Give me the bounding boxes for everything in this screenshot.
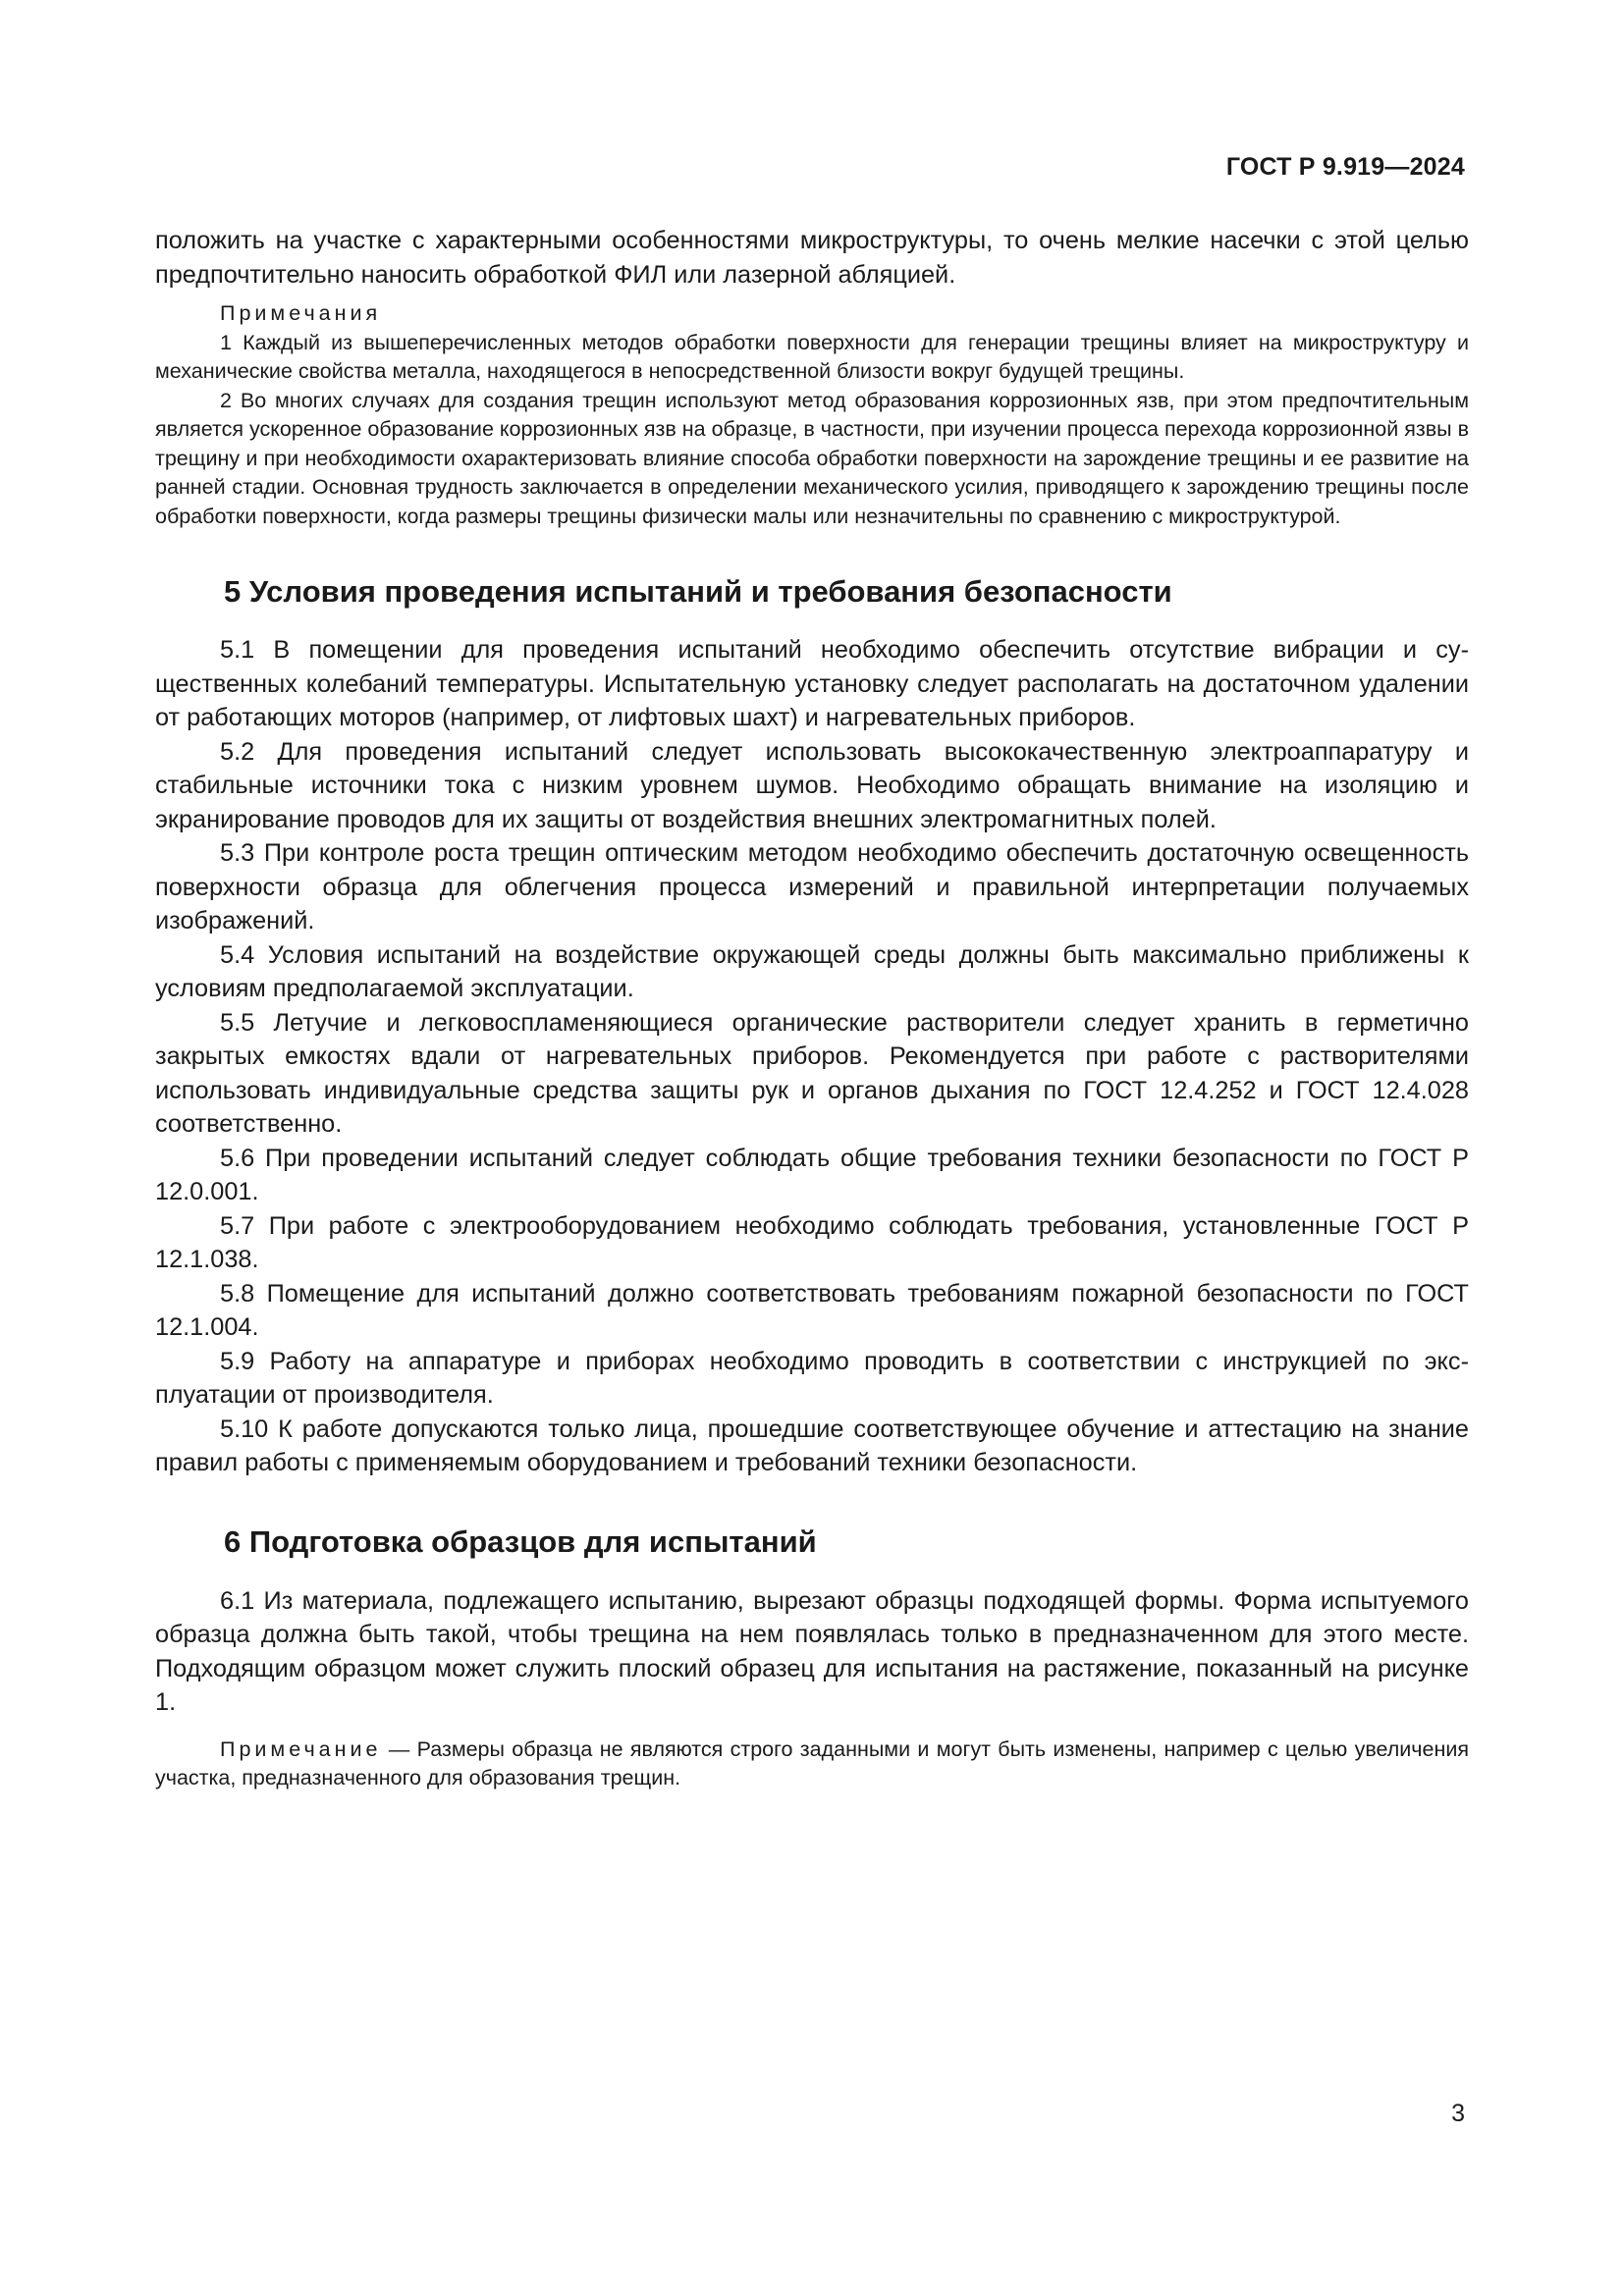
clause-paragraph: 5.9 Работу на аппаратуре и приборах необходимо проводить в соответствии с инструкцией по эксплуатации от производителя. xyxy=(155,1347,1469,1409)
note-text: — Размеры образца не являются строго заданными и могут быть изменены, например с целью увеличения участка, предназначенного для образования трещин. xyxy=(155,1736,1469,1789)
page-content xyxy=(155,224,1469,1793)
document-code-header: ГОСТ Р 9.919—2024 xyxy=(1225,153,1465,181)
note-label: Примечание xyxy=(220,1736,382,1761)
page-number: 3 xyxy=(1451,2100,1465,2127)
clause-paragraph: 5.2 Для проведения испытаний следует использовать высококачественную электроаппаратуру и стабильные источники тока с низким уровнем шумов. Необходимо обращать внимание на изоляцию и экранирование проводов для их защиты от воздействия внешних электромагнитных полей. xyxy=(155,737,1469,833)
section-5-body xyxy=(155,633,1469,1480)
clause-paragraph: 6.1 Из материала, подлежащего испытанию, вырезают образцы подходящей формы. Форма испытуемого образца должна быть такой, чтобы трещина на нем появлялась только в предназначенном для этого месте. Подходящим образцом может служить плоский образец для испытания на растяжение, показанный на рисунке 1. xyxy=(155,1586,1469,1716)
clause-paragraph: 5.7 При работе с электрооборудованием необходимо соблюдать требования, установленные ГОСТ Р 12.1.038. xyxy=(155,1211,1469,1273)
note-item: 2 Во многих случаях для создания трещин используют метод образования коррозионных язв, при этом предпочтительным является ускоренное образование коррозионных язв на образце, в частности, при изучении процесса перехода коррозионной язвы в трещину и при необходимости охарактеризовать влияние способа обработки поверхности на зарождение трещины и ее развитие на ранней стадии. Основная трудность заключается в определении механического усилия, приводящего к зарождению трещины после обработки поверхности, когда размеры трещины физически малы или незначительны по сравнению с микроструктурой. xyxy=(155,388,1469,528)
clause-paragraph: 5.10 К работе допускаются только лица, прошедшие соответствующее обучение и аттестацию на знание правил работы с применяемым оборудованием и требований техники безопасности. xyxy=(155,1415,1469,1476)
clause-paragraph: 5.3 При контроле роста трещин оптическим методом необходимо обеспечить достаточную освещенность поверхности образца для облегчения процесса измерений и правильной интерпретации получаемых изображений. xyxy=(155,839,1469,934)
notes-block xyxy=(155,299,1469,531)
clause-paragraph: 5.6 При проведении испытаний следует соблюдать общие требования техники безопасности по ГОСТ Р 12.0.001. xyxy=(155,1144,1469,1205)
section-6-body xyxy=(155,1584,1469,1793)
section-6-heading: 6 Подготовка образцов для испытаний xyxy=(224,1523,817,1559)
section-6-note xyxy=(155,1735,1469,1793)
clause-paragraph: 5.5 Летучие и легковоспламеняющиеся органические растворители следует хранить в герметично закрытых емкостях вдали от нагревательных приборов. Рекомендуется при работе с растворителями использовать индивидуальные средства защиты рук и органов дыхания по ГОСТ 12.4.252 и ГОСТ 12.4.028 соответственно. xyxy=(155,1008,1469,1138)
note-item: 1 Каждый из вышеперечисленных методов обработки поверхности для генерации трещины влияет на микроструктуру и механические свойства металла, находящегося в непосредственной близости вокруг будущей трещины. xyxy=(155,330,1469,383)
intro-paragraph: положить на участке с характерными особенностями микроструктуры, то очень мелкие насечки с этой целью предпочтительно наносить обработкой ФИЛ или лазерной абляцией. xyxy=(155,227,1469,289)
clause-paragraph: 5.8 Помещение для испытаний должно соответствовать требованиям пожарной безопасности по ГОСТ 12.1.004. xyxy=(155,1279,1469,1341)
notes-heading: Примечания xyxy=(220,301,382,325)
section-5-heading: 5 Условия проведения испытаний и требования безопасности xyxy=(224,574,1172,609)
clause-paragraph: 5.1 В помещении для проведения испытаний необходимо обеспечить отсутствие вибрации и существенных колебаний температуры. Испытательную установку следует располагать на достаточном удалении от работающих моторов (например, от лифтовых шахт) и нагревательных приборов. xyxy=(155,636,1469,731)
clause-paragraph: 5.4 Условия испытаний на воздействие окружающей среды должны быть максимально приближены к условиям предполагаемой эксплуатации. xyxy=(155,940,1469,1002)
